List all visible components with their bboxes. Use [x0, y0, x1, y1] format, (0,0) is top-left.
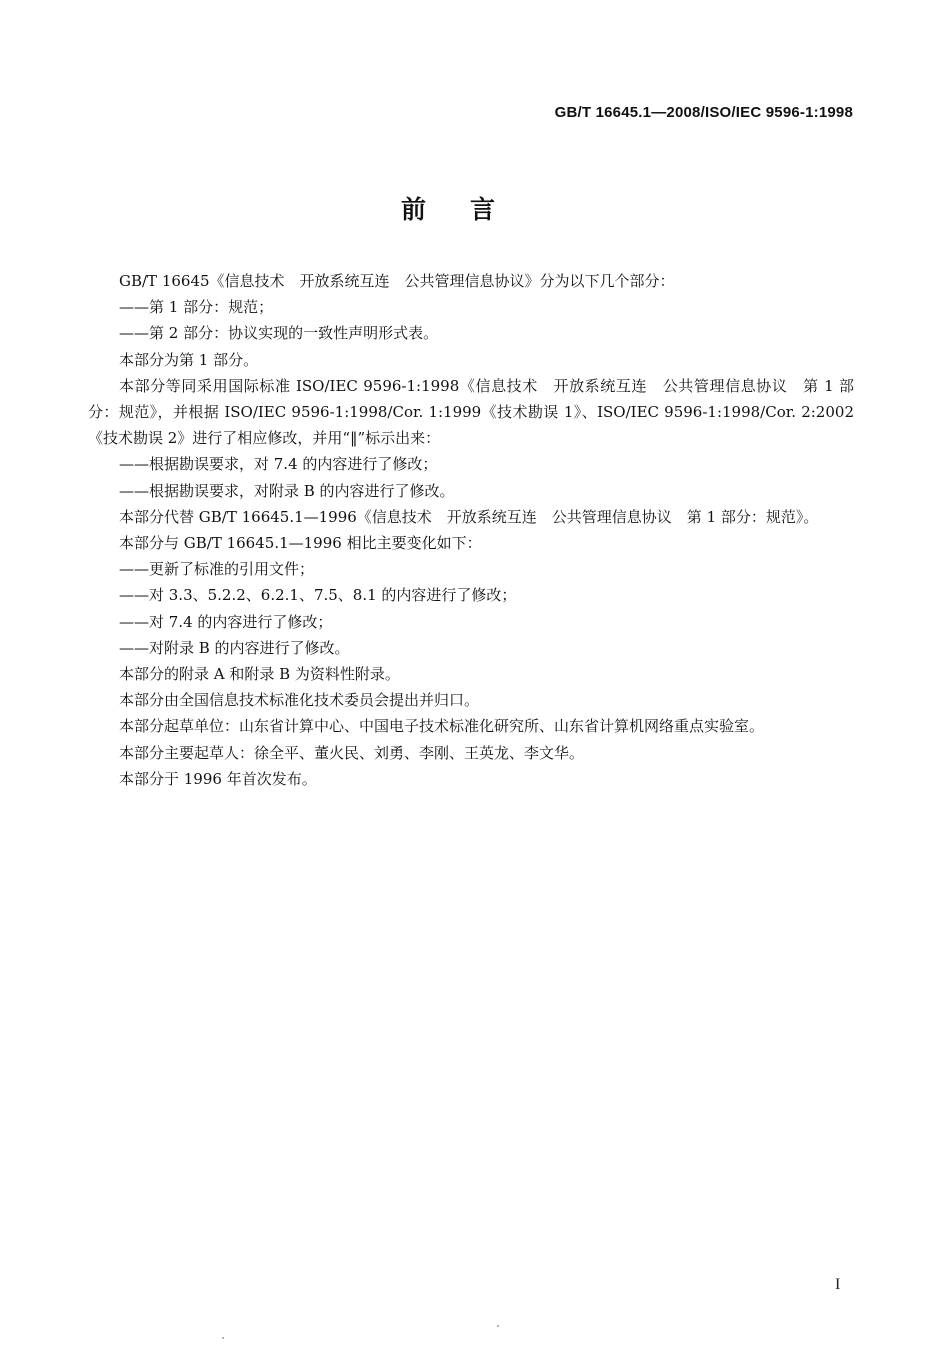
paragraph: GB/T 16645《信息技术 开放系统互连 公共管理信息协议》分为以下几个部分： — [119, 272, 675, 290]
list-item: ——更新了标准的引用文件； — [119, 560, 315, 579]
list-item: ——第 1 部分：规范； — [119, 298, 274, 317]
page-number: I — [835, 1276, 841, 1293]
list-item: ——对附录 B 的内容进行了修改。 — [119, 638, 350, 657]
paragraph: 本部分的附录 A 和附录 B 为资料性附录。 — [119, 665, 400, 684]
paragraph: 本部分等同采用国际标准 ISO/IEC 9596-1:1998《信息技术 开放系统互连 公共管理信息协议 第 1 部分：规范》，并根据 ISO/IEC 9596-1:1998/Cor. 1:1999《技术勘误 1》、ISO/IEC 9596-1:1998/Cor. 2:2002《技术勘误 2》进行了相应修改，并用“‖”标示出来： — [88, 376, 854, 448]
scan-speck — [222, 1337, 224, 1339]
paragraph: 本部分起草单位：山东省计算中心、中国电子技术标准化研究所、山东省计算机网络重点实验室。 — [119, 717, 765, 736]
paragraph: 本部分主要起草人：徐全平、董火民、刘勇、李刚、王英龙、李文华。 — [119, 743, 585, 762]
foreword-body — [88, 268, 854, 792]
paragraph: 本部分于 1996 年首次发布。 — [119, 769, 317, 788]
paragraph: 本部分由全国信息技术标准化技术委员会提出并归口。 — [119, 691, 480, 710]
list-item: ——第 2 部分：协议实现的一致性声明形式表。 — [119, 324, 439, 343]
paragraph: 本部分与 GB/T 16645.1—1996 相比主要变化如下： — [119, 534, 482, 553]
scan-speck — [497, 1325, 499, 1327]
list-item: ——对 3.3、5.2.2、6.2.1、7.5、8.1 的内容进行了修改； — [119, 586, 517, 605]
standard-code: GB/T 16645.1—2008/ISO/IEC 9596-1:1998 — [554, 104, 853, 121]
paragraph: 本部分代替 GB/T 16645.1—1996《信息技术 开放系统互连 公共管理信息协议 第 1 部分：规范》。 — [119, 507, 819, 526]
page-title: 前言 — [400, 195, 539, 224]
list-item: ——根据勘误要求，对 7.4 的内容进行了修改； — [119, 455, 438, 474]
list-item: ——对 7.4 的内容进行了修改； — [119, 612, 333, 631]
list-item: ——根据勘误要求，对附录 B 的内容进行了修改。 — [119, 481, 455, 500]
paragraph: 本部分为第 1 部分。 — [119, 350, 259, 369]
